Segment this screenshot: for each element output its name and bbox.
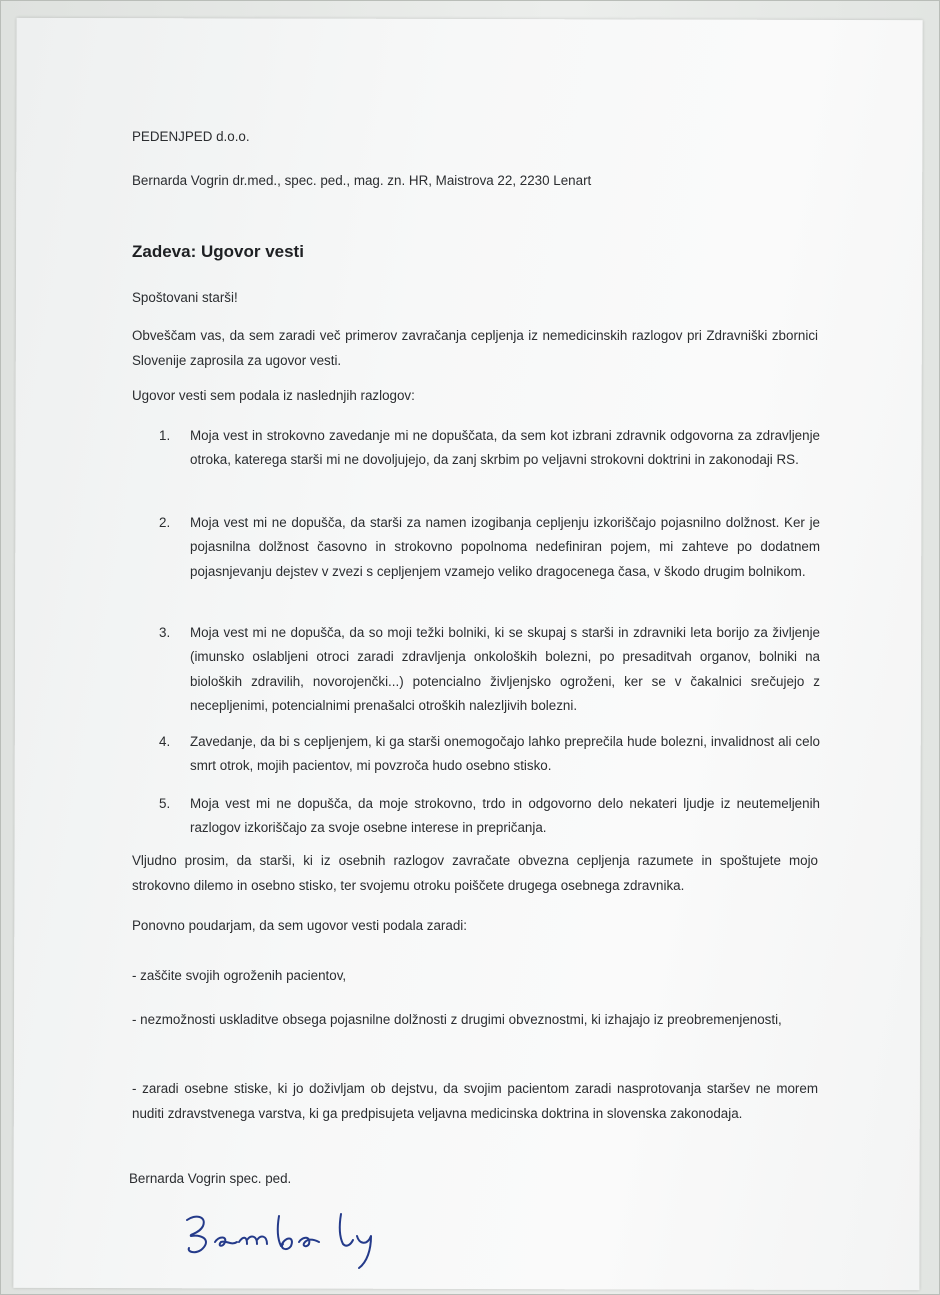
intro-paragraph: Obveščam vas, da sem zaradi več primerov zavračanja cepljenja iz nemedicinskih razlogov pri Zdravniški zbornici Slovenije zaprosila za ugovor vesti. [132,328,818,368]
reason-number: 2. [159,515,171,530]
point-item: - zaradi osebne stiske, ki jo doživljam ob dejstvu, da svojim pacientom zaradi nasprotovanja staršev ne morem nuditi zdravstvenega varstva, ki ga predpisujeta veljavna medicinska doktrina in slovenska zakonodaja. [132,1081,818,1121]
greeting: Spoštovani starši! [132,290,238,305]
reason-item [159,730,839,779]
letter-subject: Zadeva: Ugovor vesti [132,242,304,261]
signoff-name: Bernarda Vogrin spec. ped. [129,1171,292,1186]
reason-number: 4. [159,734,171,749]
reason-text: Moja vest in strokovno zavedanje mi ne dopuščata, da sem kot izbrani zdravnik odgovorna za zdravljenje otroka, katerega starši mi ne dovoljujejo, da zanj skrbim po veljavni strokovni doktrini in zakonodaji RS. [190,428,820,468]
reason-number: 5. [159,796,171,811]
reasons-lead: Ugovor vesti sem podala iz naslednjih razlogov: [132,388,415,403]
reason-item [159,792,839,841]
emphasis-lead: Ponovno poudarjam, da sem ugovor vesti podala zaradi: [132,918,467,933]
reason-number: 3. [159,625,171,640]
reason-item [159,621,839,719]
sender-line: Bernarda Vogrin dr.med., spec. ped., mag. zn. HR, Maistrova 22, 2230 Lenart [132,173,592,188]
reason-text: Zavedanje, da bi s cepljenjem, ki ga starši onemogočajo lahko preprečila hude bolezni, invalidnost ali celo smrt otrok, mojih pacientov, mi povzroča hudo osebno stisko. [190,734,820,774]
reason-text: Moja vest mi ne dopušča, da moje strokovno, trdo in odgovorno delo nekateri ljudje iz neutemeljenih razlogov izkoriščajo za svoje osebne interese in prepričanja. [190,796,820,836]
reason-number: 1. [159,428,171,443]
reason-text: Moja vest mi ne dopušča, da starši za namen izogibanja cepljenju izkoriščajo pojasnilno dolžnost. Ker je pojasnilna dolžnost časovno in strokovno popolnoma nedefiniran pojem, mi zahteve po dodatnem pojasnjevanju dejstev v zvezi s cepljenjem vzamejo veliko dragocenega časa, v škodo drugim bolnikom. [190,515,820,579]
handwritten-signature [181,1206,421,1276]
reason-item [159,424,839,473]
request-paragraph: Vljudno prosim, da starši, ki iz osebnih razlogov zavračate obvezna cepljenja razumete in spoštujete mojo strokovno dilemo in osebno stisko, ter svojemu otroku poiščete drugega osebnega zdravnika. [132,853,818,893]
reason-item [159,511,839,584]
point-item: - nezmožnosti uskladitve obsega pojasnilne dolžnosti z drugimi obveznostmi, ki izhajajo iz preobremenjenosti, [132,1012,782,1027]
reason-text: Moja vest mi ne dopušča, da so moji težki bolniki, ki se skupaj s starši in zdravniki leta borijo za življenje (imunsko oslabljeni otroci zaradi zdravljenja onkoloških bolezni, po presaditvah organov, bolniki na bioloških zdravilih, novorojenčki...) potencialno življenjsko ogroženi, ker se v čakalnici srečujejo z necepljenimi, potencialnimi prenašalci otroških nalezljivih bolezni. [190,625,820,714]
point-item: - zaščite svojih ogroženih pacientov, [132,968,347,983]
company-name: PEDENJPED d.o.o. [132,129,250,144]
